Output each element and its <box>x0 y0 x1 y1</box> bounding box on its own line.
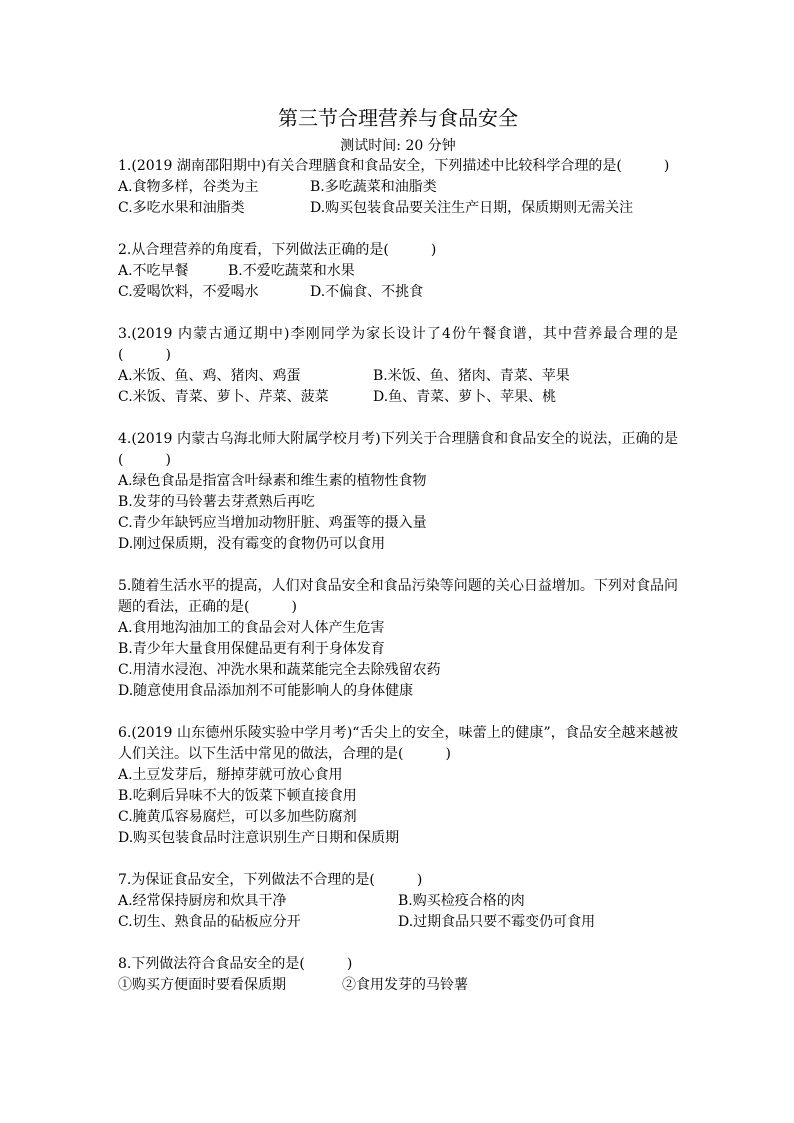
question-1 <box>118 156 678 219</box>
question-stem: 1.(2019 湖南邵阳期中)有关合理膳食和食品安全，下列描述中比较科学合理的是( ) <box>118 158 670 174</box>
question-6 <box>118 723 678 849</box>
option-a: A.食用地沟油加工的食品会对人体产生危害 <box>118 620 385 636</box>
option-b: B.吃剩后异味不大的饭菜下顿直接食用 <box>118 788 357 804</box>
option-c: C.米饭、青菜、萝卜、芹菜、菠菜 <box>118 389 329 405</box>
question-5 <box>118 576 678 702</box>
question-4 <box>118 429 678 555</box>
option-a: A.食物多样，谷类为主 <box>118 179 259 195</box>
option-d: D.购买包装食品要关注生产日期，保质期则无需关注 <box>310 200 634 216</box>
question-2 <box>118 240 678 303</box>
option-c: C.多吃水果和油脂类 <box>118 200 245 216</box>
option-a: A.米饭、鱼、鸡、猪肉、鸡蛋 <box>118 368 301 384</box>
question-stem: 2.从合理营养的角度看，下列做法正确的是( ) <box>118 242 437 258</box>
option-row <box>118 366 678 387</box>
test-time: 测试时间: 20 分钟 <box>340 138 456 154</box>
option-b: B.米饭、鱼、猪肉、青菜、苹果 <box>373 368 570 384</box>
option-c: C.切生、熟食品的砧板应分开 <box>118 914 301 930</box>
worksheet-page <box>118 104 678 996</box>
question-8 <box>118 954 678 996</box>
question-7 <box>118 870 678 933</box>
option-d: D.刚过保质期，没有霉变的食物仍可以食用 <box>118 536 386 552</box>
option-row <box>118 912 678 933</box>
option-d: D.过期食品只要不霉变仍可食用 <box>398 914 596 930</box>
option-b: B.购买检疫合格的肉 <box>398 893 525 909</box>
option-row <box>118 282 678 303</box>
option-a: A.土豆发芽后，掰掉芽就可放心食用 <box>118 767 343 783</box>
option-d: D.随意使用食品添加剂不可能影响人的身体健康 <box>118 683 414 699</box>
option-a: A.经常保持厨房和炊具干净 <box>118 893 287 909</box>
question-stem: 3.(2019 内蒙古通辽期中)李刚同学为家长设计了4份午餐食谱，其中营养最合理的是( ) <box>118 326 678 363</box>
option-c: C.用清水浸泡、冲洗水果和蔬菜能完全去除残留农药 <box>118 662 441 678</box>
option-1: ①购买方便面时要看保质期 <box>118 977 286 993</box>
option-d: D.鱼、青菜、萝卜、苹果、桃 <box>373 389 557 405</box>
option-b: B.发芽的马铃薯去芽煮熟后再吃 <box>118 494 315 510</box>
question-stem: 6.(2019 山东德州乐陵实验中学月考)“舌尖上的安全，味蕾上的健康”，食品安全越来越被人们关注。以下生活中常见的做法，合理的是( ) <box>118 725 678 762</box>
option-c: C.爱喝饮料，不爱喝水 <box>118 284 259 300</box>
option-c: C.腌黄瓜容易腐烂，可以多加些防腐剂 <box>118 809 357 825</box>
option-row <box>118 891 678 912</box>
option-b: B.不爱吃蔬菜和水果 <box>228 263 355 279</box>
option-d: D.购买包装食品时注意识别生产日期和保质期 <box>118 830 400 846</box>
option-2: ②食用发芽的马铃薯 <box>342 977 468 993</box>
option-d: D.不偏食、不挑食 <box>310 284 424 300</box>
option-row <box>118 975 678 996</box>
option-row <box>118 387 678 408</box>
option-row <box>118 198 678 219</box>
question-stem: 5.随着生活水平的提高，人们对食品安全和食品污染等问题的关心日益增加。下列对食品问题的看法，正确的是( ) <box>118 578 678 615</box>
page-title: 第三节合理营养与食品安全 <box>278 106 518 130</box>
question-stem: 7.为保证食品安全，下列做法不合理的是( ) <box>118 872 423 888</box>
option-c: C.青少年缺钙应当增加动物肝脏、鸡蛋等的摄入量 <box>118 515 427 531</box>
question-stem: 8.下列做法符合食品安全的是( ) <box>118 956 353 972</box>
question-3 <box>118 324 678 408</box>
option-a: A.绿色食品是指富含叶绿素和维生素的植物性食物 <box>118 473 427 489</box>
option-row <box>118 261 678 282</box>
option-b: B.青少年大量食用保健品更有利于身体发育 <box>118 641 385 657</box>
option-b: B.多吃蔬菜和油脂类 <box>310 179 437 195</box>
option-row <box>118 177 678 198</box>
question-stem: 4.(2019 内蒙古乌海北师大附属学校月考)下列关于合理膳食和食品安全的说法，正确的是( ) <box>118 431 678 468</box>
option-a: A.不吃早餐 <box>118 263 189 279</box>
